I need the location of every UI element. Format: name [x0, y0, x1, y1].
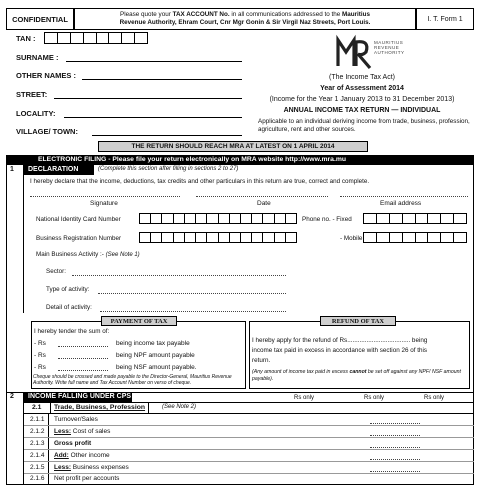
payment-line-1 [34, 340, 46, 347]
payment-line-3-text: being NSF amount payable. [116, 364, 197, 371]
mobile-label: - Mobile [340, 235, 363, 242]
sub-2-1-note: (See Note 2) [162, 404, 197, 410]
tan-label: TAN : [16, 34, 36, 43]
email-label: Email address [380, 200, 422, 207]
return-title: ANNUAL INCOME TAX RETURN — INDIVIDUAL [283, 107, 441, 114]
payment-line-2-text: being NPF amount payable [116, 352, 195, 359]
refund-note-pre: (Any amount of income tax paid in excess [252, 369, 350, 375]
street-field[interactable] [54, 98, 242, 99]
logo-text-1: MAURITIUS [374, 40, 404, 45]
notice-text-1: Please quote your [120, 11, 173, 18]
surname-label: SURNAME : [16, 53, 59, 62]
section-1-number: 1 [10, 166, 14, 173]
row-2-1-4-text: Other income [68, 452, 110, 459]
turnover-field[interactable] [370, 423, 420, 424]
gross-profit-field[interactable] [370, 447, 420, 448]
other-names-field[interactable] [82, 79, 242, 80]
main-business-label [36, 251, 140, 258]
row-2-1-2-text: Cost of sales [70, 428, 111, 435]
applicable-text: Applicable to an individual deriving income from trade, business, profession, agriculture, rent and other sources. [258, 118, 470, 133]
payment-line-1-prefix: - Rs [34, 340, 46, 347]
section-1-title [24, 165, 94, 175]
row-2-1-1-number: 2.1.1 [30, 416, 45, 423]
other-income-field[interactable] [370, 459, 420, 460]
row-2-1-3-number: 2.1.3 [30, 440, 45, 447]
detail-activity-label: Detail of activity: [46, 304, 92, 311]
refund-of-tax-title [320, 316, 396, 326]
act-text: (The Income Tax Act) [328, 74, 395, 81]
row-2-1-6-number: 2.1.6 [30, 475, 45, 482]
payment-line-1-text: being income tax payable [116, 340, 190, 347]
cost-of-sales-field[interactable] [370, 435, 420, 436]
cheque-note: Cheque should be crossed and made payable to the Director-General, Mauritius Revenue Authority. Write full name and Tax Account Number on verso of cheque. [33, 374, 232, 386]
mra-logo-mark-icon [334, 32, 374, 70]
row-2-1-2-label [54, 428, 110, 435]
efiling-banner [6, 155, 474, 165]
col-head-1: Rs only [294, 395, 315, 401]
type-activity-label: Type of activity: [46, 286, 90, 293]
col-head-3: Rs only [424, 395, 445, 401]
notice-tan-bold: TAX ACCOUNT No. [172, 11, 230, 18]
logo-text-3: AUTHORITY [374, 50, 405, 56]
main-business-note: (See Note 1) [105, 252, 140, 258]
refund-text-1: I hereby apply for the refund of Rs.................................... being [252, 337, 428, 344]
date-label: Date [257, 200, 271, 207]
sector-field[interactable] [72, 275, 286, 276]
type-activity-field[interactable] [98, 293, 286, 294]
row-2-1-5-bold: Less: [54, 464, 71, 471]
refund-text [252, 336, 468, 366]
efiling-text: ELECTRONIC FILING - Please file your return electronically on MRA website http://www.mra.mu [38, 156, 347, 163]
deadline-banner [98, 141, 368, 152]
row-2-1-4-label [54, 452, 110, 459]
phone-fixed-input[interactable] [363, 213, 467, 224]
refund-note [252, 369, 468, 382]
refund-note-bold: cannot [349, 369, 367, 375]
detail-activity-field[interactable] [100, 311, 286, 312]
row-2-1-5-label [54, 464, 129, 471]
mra-logo [334, 32, 414, 72]
email-field[interactable] [340, 196, 468, 197]
year-of-assessment: Year of Assessment 2014 [320, 85, 404, 92]
payment-of-tax-title [101, 316, 177, 326]
signature-field[interactable] [30, 196, 180, 197]
locality-label: LOCALITY: [16, 109, 56, 118]
phone-fixed-label: Phone no. - Fixed [302, 216, 352, 223]
row-2-1-5-text: Business expenses [70, 464, 129, 471]
declaration-title: DECLARATION [28, 166, 79, 173]
section-1-note: (Complete this section after filling in sections 2 to 27) [98, 166, 239, 172]
sub-2-1-number: 2.1 [32, 404, 42, 411]
col-head-2: Rs only [364, 395, 385, 401]
form-id [416, 8, 474, 30]
signature-label: Signature [90, 200, 118, 207]
row-2-1-6-label: Net profit per accounts [54, 475, 120, 482]
refund-text-3: return. [252, 357, 271, 364]
confidential-label [6, 8, 74, 30]
row-2-1-3-label: Gross profit [54, 440, 92, 447]
payment-title-text: PAYMENT OF TAX [110, 318, 168, 325]
street-label: STREET: [16, 90, 48, 99]
payment-line-3-prefix: - Rs [34, 364, 46, 371]
village-town-label: VILLAGE/ TOWN: [16, 127, 78, 136]
deadline-text: THE RETURN SHOULD REACH MRA AT LATEST ON 1 APRIL 2014 [131, 143, 335, 150]
section-2-number: 2 [10, 393, 14, 400]
other-names-label: OTHER NAMES : [16, 71, 76, 80]
payment-line-2-prefix: - Rs [34, 352, 46, 359]
form-id-text: I. T. Form 1 [427, 15, 463, 23]
refund-title-text: REFUND OF TAX [331, 318, 385, 325]
section-2-title [24, 392, 132, 402]
main-business-text: Main Business Activity :- [36, 251, 104, 258]
locality-field[interactable] [64, 117, 242, 118]
notice-text-2: in all communications addressed to the [229, 11, 342, 18]
tender-text: I hereby tender the sum of: [34, 328, 110, 335]
logo-text-2: REVENUE [374, 45, 400, 51]
income-year: (Income for the Year 1 January 2013 to 31 December 2013) [269, 96, 455, 103]
surname-field[interactable] [66, 61, 242, 62]
sector-label: Sector: [46, 268, 66, 275]
row-2-1-2-bold: Less: [54, 428, 71, 435]
sub-2-1-title: Trade, Business, Profession [50, 402, 149, 413]
tan-input[interactable] [44, 32, 148, 44]
row-2-1-4-bold: Add: [54, 452, 69, 459]
brn-label: Business Registration Number [36, 235, 122, 242]
mobile-input[interactable] [363, 232, 467, 243]
npf-payable-field[interactable] [58, 358, 108, 359]
notice-mauritius-bold: Mauritius [341, 11, 370, 18]
row-2-1-4-number: 2.1.4 [30, 452, 45, 459]
row-2-1-5-number: 2.1.5 [30, 464, 45, 471]
confidential-text: CONFIDENTIAL [12, 14, 68, 24]
nic-label: National Identity Card Number [36, 216, 121, 223]
declaration-text: I hereby declare that the income, deductions, tax credits and other particulars in this return are true, correct and complete. [30, 178, 370, 185]
brn-input[interactable] [139, 232, 297, 243]
nic-input[interactable] [139, 213, 297, 224]
income-tax-payable-field[interactable] [58, 346, 108, 347]
refund-note-post: be set off against any NPF/ NSF amount payable). [252, 369, 461, 382]
refund-text-2: income tax paid in excess in accordance with section 26 of this [252, 347, 428, 354]
income-cps-title: INCOME FALLING UNDER CPS [28, 393, 132, 400]
date-field[interactable] [196, 196, 328, 197]
row-2-1-1-label: Turnover/Sales [54, 416, 98, 423]
business-expenses-field[interactable] [370, 471, 420, 472]
village-town-field[interactable] [92, 135, 242, 136]
nsf-payable-field[interactable] [58, 370, 108, 371]
row-2-1-2-number: 2.1.2 [30, 428, 45, 435]
quote-tan-notice [74, 8, 416, 30]
notice-address: Revenue Authority, Ehram Court, Cnr Mgr Gonin & Sir Virgil Naz Streets, Port Louis. [119, 19, 371, 26]
